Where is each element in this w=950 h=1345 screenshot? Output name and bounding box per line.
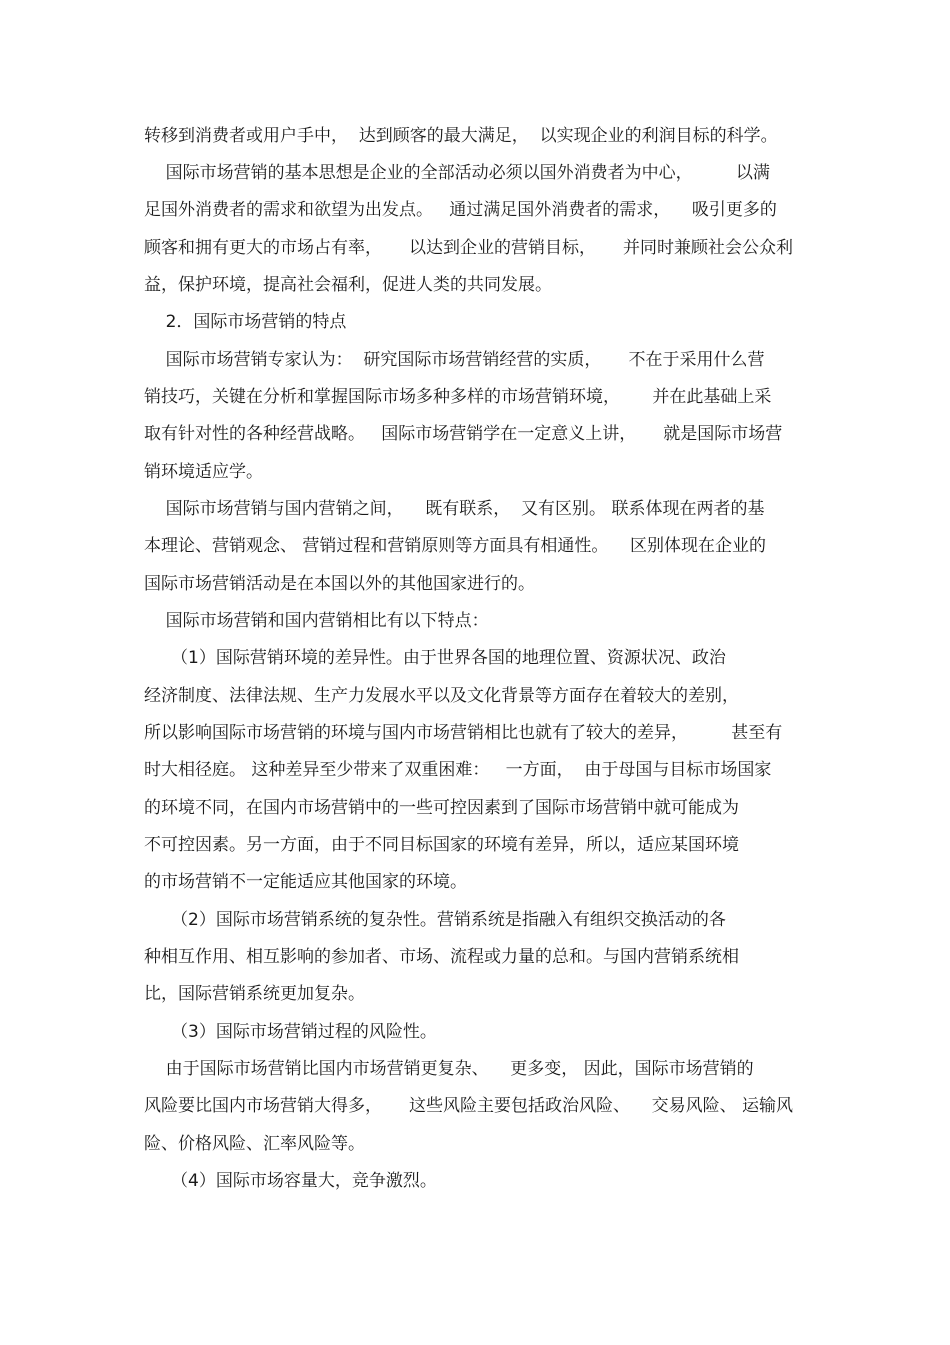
list-item-line: （2）国际市场营销系统的复杂性。营销系统是指融入有组织交换活动的各 — [144, 910, 726, 930]
text-line: 国际市场营销的基本思想是企业的全部活动必须以国外消费者为中心， 以满 — [144, 163, 770, 183]
text-line: 险、价格风险、汇率风险等。 — [144, 1134, 365, 1154]
list-item-line: （1）国际营销环境的差异性。由于世界各国的地理位置、资源状况、政治 — [144, 648, 726, 668]
text-line: 种相互作用、相互影响的参加者、市场、流程或力量的总和。与国内营销系统相 — [144, 947, 739, 967]
section-heading: 2．国际市场营销的特点 — [144, 312, 347, 332]
text-line: 本理论、营销观念、 营销过程和营销原则等方面具有相通性。 区别体现在企业的 — [144, 536, 767, 556]
text-line: 国际市场营销活动是在本国以外的其他国家进行的。 — [144, 574, 535, 594]
list-item-line: （4）国际市场容量大，竞争激烈。 — [144, 1171, 437, 1191]
text-line: 的市场营销不一定能适应其他国家的环境。 — [144, 872, 467, 892]
list-item-line: （3）国际市场营销过程的风险性。 — [144, 1022, 437, 1042]
text-line: 风险要比国内市场营销大得多， 这些风险主要包括政治风险、 交易风险、 运输风 — [144, 1096, 794, 1116]
text-line: 销环境适应学。 — [144, 462, 263, 482]
text-line: 国际市场营销专家认为： 研究国际市场营销经营的实质， 不在于采用什么营 — [144, 350, 765, 370]
text-line: 销技巧，关键在分析和掌握国际市场多种多样的市场营销环境， 并在此基础上采 — [144, 387, 772, 407]
text-line: 所以影响国际市场营销的环境与国内市场营销相比也就有了较大的差异， 甚至有 — [144, 723, 783, 743]
text-line: 不可控因素。另一方面，由于不同目标国家的环境有差异，所以，适应某国环境 — [144, 835, 739, 855]
text-line: 比，国际营销系统更加复杂。 — [144, 984, 365, 1004]
text-line: 经济制度、法律法规、生产力发展水平以及文化背景等方面存在着较大的差别， — [144, 686, 739, 706]
text-line: 国际市场营销与国内营销之间， 既有联系， 又有区别。 联系体现在两者的基 — [144, 499, 765, 519]
text-line: 由于国际市场营销比国内市场营销更复杂、 更多变， 因此，国际市场营销的 — [144, 1059, 754, 1079]
text-line: 顾客和拥有更大的市场占有率， 以达到企业的营销目标， 并同时兼顾社会公众利 — [144, 238, 794, 258]
text-line: 转移到消费者或用户手中， 达到顾客的最大满足， 以实现企业的利润目标的科学。 — [144, 126, 778, 146]
text-line: 足国外消费者的需求和欲望为出发点。 通过满足国外消费者的需求， 吸引更多的 — [144, 200, 777, 220]
text-line: 国际市场营销和国内营销相比有以下特点： — [144, 611, 489, 631]
text-line: 取有针对性的各种经营战略。 国际市场营销学在一定意义上讲， 就是国际市场营 — [144, 424, 783, 444]
text-line: 时大相径庭。 这种差异至少带来了双重困难： 一方面， 由于母国与目标市场国家 — [144, 760, 772, 780]
text-line: 益，保护环境，提高社会福利，促进人类的共同发展。 — [144, 275, 552, 295]
text-line: 的环境不同，在国内市场营销中的一些可控因素到了国际市场营销中就可能成为 — [144, 798, 739, 818]
